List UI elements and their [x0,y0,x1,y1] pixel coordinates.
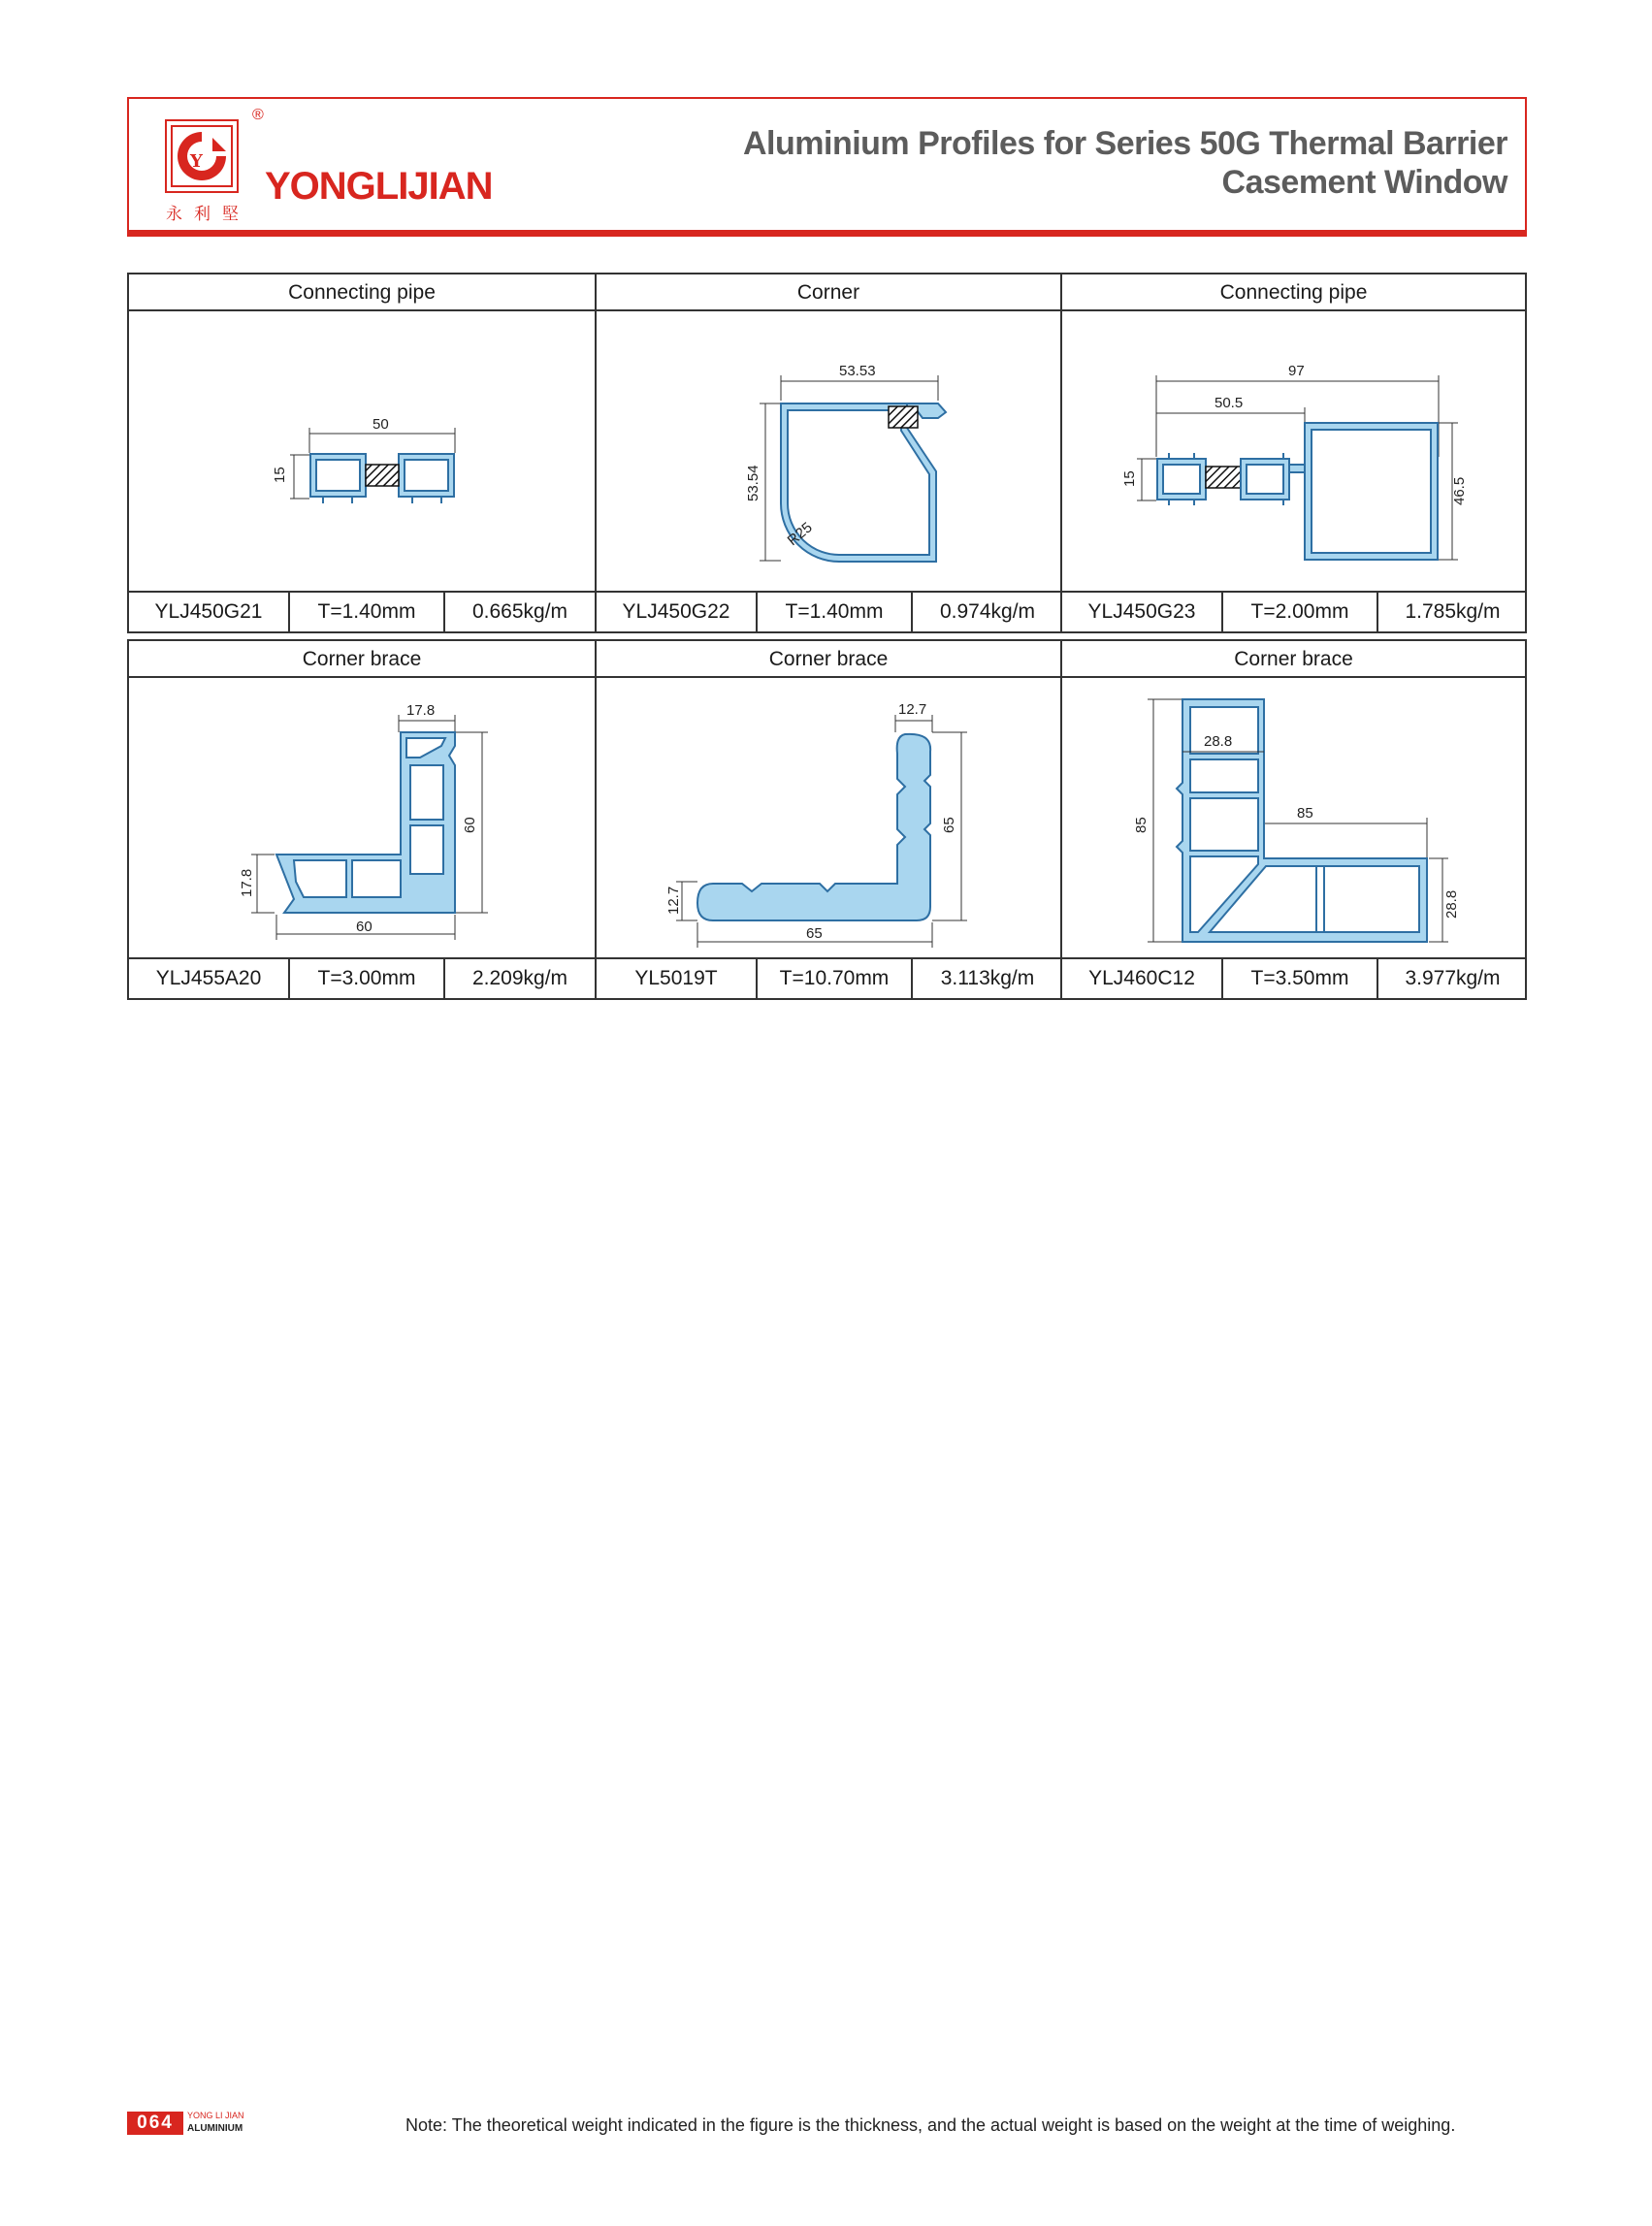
profile-weight: 0.974kg/m [911,593,1062,631]
profile-thickness: T=1.40mm [288,593,443,631]
dim-label: 17.8 [406,702,436,719]
page-title-line2: Casement Window [1221,164,1507,201]
profile-title: Connecting pipe [1062,274,1525,311]
profile-section-diagram [1062,311,1525,591]
dim-label: 12.7 [665,886,682,915]
profile-card [595,274,1060,631]
footer-brand-bottom: ALUMINIUM [187,2123,243,2134]
profile-drawing [597,678,1060,957]
profile-card [595,641,1060,998]
profile-card [1060,641,1525,998]
dim-label: 50 [373,416,389,433]
svg-text:Y: Y [190,151,203,172]
profile-section-diagram [129,311,595,591]
dim-label: 50.5 [1215,395,1244,411]
profile-drawing [1062,311,1525,591]
brand-logo-icon [164,118,240,194]
profile-title: Corner brace [1062,641,1525,678]
profile-weight: 3.977kg/m [1377,959,1527,998]
profile-row-1 [127,273,1527,633]
page-title-line1: Aluminium Profiles for Series 50G Thermal Barrier [743,125,1507,162]
dim-label: R25 [784,519,816,550]
profile-drawing [129,311,595,591]
dim-label: 15 [1121,470,1138,487]
spec-row [597,957,1060,998]
profile-thickness: T=1.40mm [756,593,911,631]
profile-title: Corner brace [597,641,1060,678]
brand-chinese-name: 永利堅 [166,205,250,224]
profile-weight: 2.209kg/m [443,959,595,998]
dim-label: 85 [1133,817,1150,833]
profile-thickness: T=3.50mm [1221,959,1377,998]
dim-label: 60 [462,817,478,833]
profile-code: YLJ450G21 [154,600,263,623]
dim-label: 28.8 [1204,733,1233,750]
profile-card [129,641,595,998]
header-rule [127,230,1527,237]
dim-label: 15 [272,467,288,483]
profile-drawing [597,311,1060,591]
profile-section-diagram [129,678,595,957]
profile-drawing [129,678,595,957]
profile-code: YLJ455A20 [155,967,262,989]
spec-row [129,957,595,998]
dim-label: 12.7 [898,701,927,718]
profile-code: YLJ450G22 [622,600,730,623]
profile-thickness: T=2.00mm [1221,593,1377,631]
spec-row [129,591,595,631]
footer-note: Note: The theoretical weight indicated in the figure is the thickness, and the actual weight is based on the weight at the time of weighing. [405,2115,1456,2135]
spec-row [1062,591,1525,631]
profile-section-diagram [597,311,1060,591]
dim-label: 17.8 [239,868,255,897]
profile-title: Connecting pipe [129,274,595,311]
page-title [743,124,1507,202]
profile-section-diagram [597,678,1060,957]
profile-code: YLJ460C12 [1088,967,1195,989]
dim-label: 46.5 [1451,476,1468,505]
profile-section-diagram [1062,678,1525,957]
dim-label: 28.8 [1443,889,1460,919]
profile-row-2 [127,639,1527,1000]
dim-label: 65 [806,925,823,942]
dim-label: 60 [356,919,373,935]
profile-card [129,274,595,631]
dim-label: 53.53 [839,363,876,379]
footer-brand-top: YONG LI JIAN [187,2111,244,2120]
profile-code: YL5019T [634,967,718,989]
profile-weight: 1.785kg/m [1377,593,1527,631]
spec-row [1062,957,1525,998]
dim-label: 85 [1297,805,1313,822]
brand-name: YONGLIJIAN [265,165,493,208]
profile-weight: 3.113kg/m [911,959,1062,998]
spec-row [597,591,1060,631]
profile-weight: 0.665kg/m [443,593,595,631]
page-header [127,97,1527,233]
profile-drawing [1062,678,1525,957]
profile-thickness: T=10.70mm [756,959,911,998]
registered-mark: ® [252,107,264,123]
profile-card [1060,274,1525,631]
page-number: 064 [127,2112,183,2135]
dim-label: 53.54 [745,465,761,501]
dim-label: 97 [1288,363,1305,379]
profile-title: Corner [597,274,1060,311]
profile-thickness: T=3.00mm [288,959,443,998]
dim-label: 65 [941,817,957,833]
profile-code: YLJ450G23 [1087,600,1196,623]
profile-title: Corner brace [129,641,595,678]
